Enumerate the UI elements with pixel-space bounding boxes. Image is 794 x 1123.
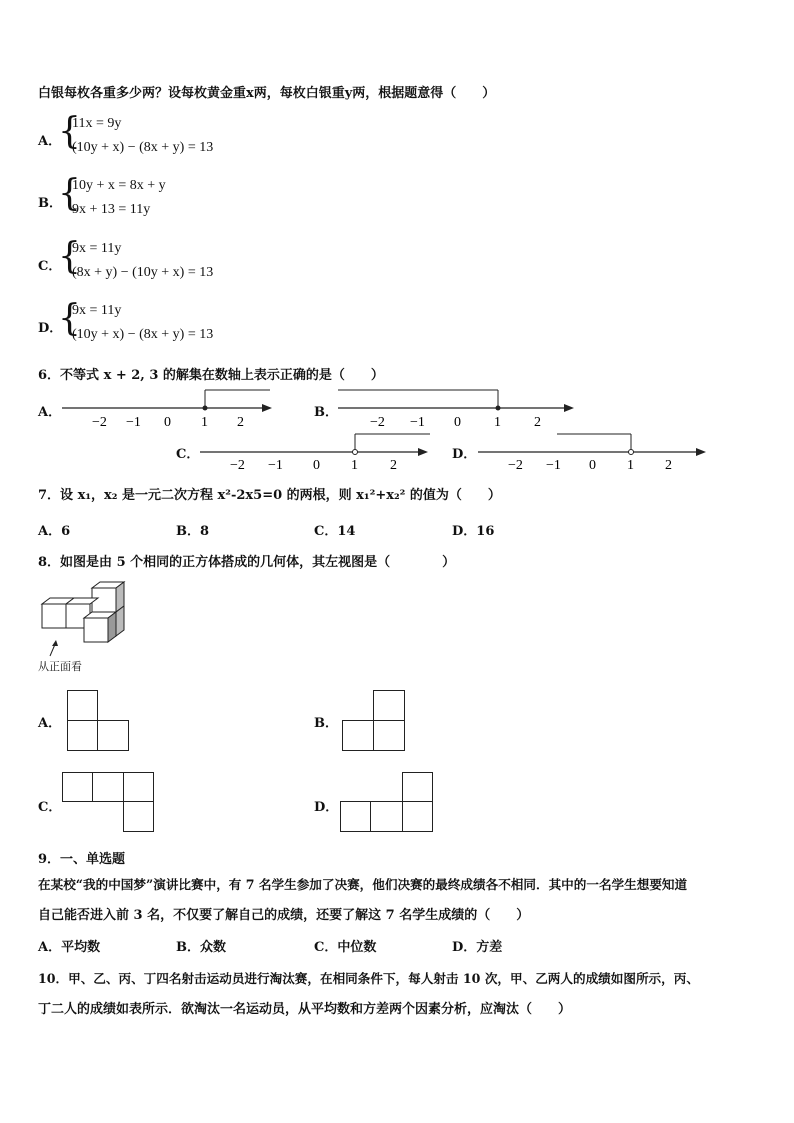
- q5-option-d-label: D．: [38, 321, 63, 336]
- q5-stem: 白银每枚各重多少两？设每枚黄金重x两，每枚白银重y两，根据题意得（ ）: [38, 86, 496, 101]
- q8-option-a-label[interactable]: A．: [38, 716, 62, 731]
- q5-option-a-eq1: 11x = 9y: [72, 116, 122, 131]
- tick-label: −1: [546, 458, 561, 473]
- q7-option-c[interactable]: C．14: [314, 524, 356, 539]
- q5-option-b-label: B．: [38, 196, 62, 211]
- tick-label: 1: [494, 415, 501, 430]
- q6-option-c-label[interactable]: C．: [176, 447, 200, 462]
- system-brace: {: [58, 111, 81, 152]
- q7-option-d[interactable]: D．16: [452, 524, 495, 539]
- tick-label: 1: [351, 458, 358, 473]
- number-line-b: [338, 390, 574, 430]
- number-line-d: [478, 434, 706, 473]
- q5-option-d-eq2: (10y + x) − (8x + y) = 13: [72, 327, 214, 342]
- tick-label: −1: [410, 415, 425, 430]
- tick-label: 1: [201, 415, 208, 430]
- q8-option-d-label[interactable]: D．: [314, 800, 339, 815]
- tick-label: 0: [454, 415, 461, 430]
- tick-label: 0: [164, 415, 171, 430]
- q9-option-d[interactable]: D．方差: [452, 940, 503, 955]
- q6-stem: 6．不等式 x + 2, 3 的解集在数轴上表示正确的是（ ）: [38, 368, 384, 383]
- q10-body-line1: 10．甲、乙、丙、丁四名射击运动员进行淘汰赛，在相同条件下，每人射击 10 次，甲、乙两人的成绩如图所示，丙、: [38, 971, 699, 986]
- q5-option-a-label: A．: [38, 134, 62, 149]
- tick-label: 0: [589, 458, 596, 473]
- q8-figure-caption: 从正面看: [38, 660, 82, 673]
- q5-option-b-eq2: 9x + 13 = 11y: [72, 202, 151, 217]
- q5-option-b-eq1: 10y + x = 8x + y: [72, 178, 166, 193]
- q6-option-a-label[interactable]: A．: [38, 405, 62, 420]
- q8-cube-figure: [36, 578, 146, 668]
- tick-label: 2: [390, 458, 397, 473]
- tick-label: 2: [665, 458, 672, 473]
- q9-option-c[interactable]: C．中位数: [314, 940, 377, 955]
- tick-label: −1: [268, 458, 283, 473]
- tick-label: −2: [508, 458, 523, 473]
- q8-option-c-label[interactable]: C．: [38, 800, 62, 815]
- tick-label: −2: [230, 458, 245, 473]
- q9-body-line2: 自己能否进入前 3 名，不仅要了解自己的成绩，还要了解这 7 名学生成绩的（ ）: [38, 908, 530, 923]
- q8-option-b-label[interactable]: B．: [314, 716, 338, 731]
- tick-label: 2: [534, 415, 541, 430]
- q9-stem: 9．一、单选题: [38, 852, 126, 867]
- system-brace: {: [58, 236, 81, 277]
- q7-option-b[interactable]: B．8: [176, 524, 210, 539]
- tick-label: 2: [237, 415, 244, 430]
- q8-stem: 8．如图是由 5 个相同的正方体搭成的几何体，其左视图是（ ）: [38, 555, 456, 570]
- q7-stem: 7．设 x₁，x₂ 是一元二次方程 x²-2x5=0 的两根，则 x₁²+x₂² 的值为（ ）: [38, 488, 501, 503]
- system-brace: {: [58, 298, 81, 339]
- q7-option-a[interactable]: A．6: [38, 524, 71, 539]
- number-line-c: [200, 434, 430, 473]
- q6-number-lines: [0, 380, 794, 500]
- q5-option-c-eq1: 9x = 11y: [72, 241, 122, 256]
- q6-option-b-label[interactable]: B．: [314, 405, 338, 420]
- q5-option-c-eq2: (8x + y) − (10y + x) = 13: [72, 265, 214, 280]
- q6-option-d-label[interactable]: D．: [452, 447, 477, 462]
- q9-body-line1: 在某校“我的中国梦”演讲比赛中，有 7 名学生参加了决赛，他们决赛的最终成绩各不相同．其中的一名学生想要知道: [38, 877, 688, 892]
- q9-option-b[interactable]: B．众数: [176, 940, 226, 955]
- q5-option-a-eq2: (10y + x) − (8x + y) = 13: [72, 140, 214, 155]
- q5-option-c-label: C．: [38, 259, 62, 274]
- q9-option-a[interactable]: A．平均数: [38, 940, 101, 955]
- q10-body-line2: 丁二人的成绩如表所示．欲淘汰一名运动员，从平均数和方差两个因素分析，应淘汰（ ）: [38, 1002, 572, 1017]
- number-line-a: [62, 390, 272, 430]
- tick-label: 1: [627, 458, 634, 473]
- tick-label: −1: [126, 415, 141, 430]
- tick-label: −2: [92, 415, 107, 430]
- system-brace: {: [58, 173, 81, 214]
- tick-label: 0: [313, 458, 320, 473]
- tick-label: −2: [370, 415, 385, 430]
- q5-option-d-eq1: 9x = 11y: [72, 303, 122, 318]
